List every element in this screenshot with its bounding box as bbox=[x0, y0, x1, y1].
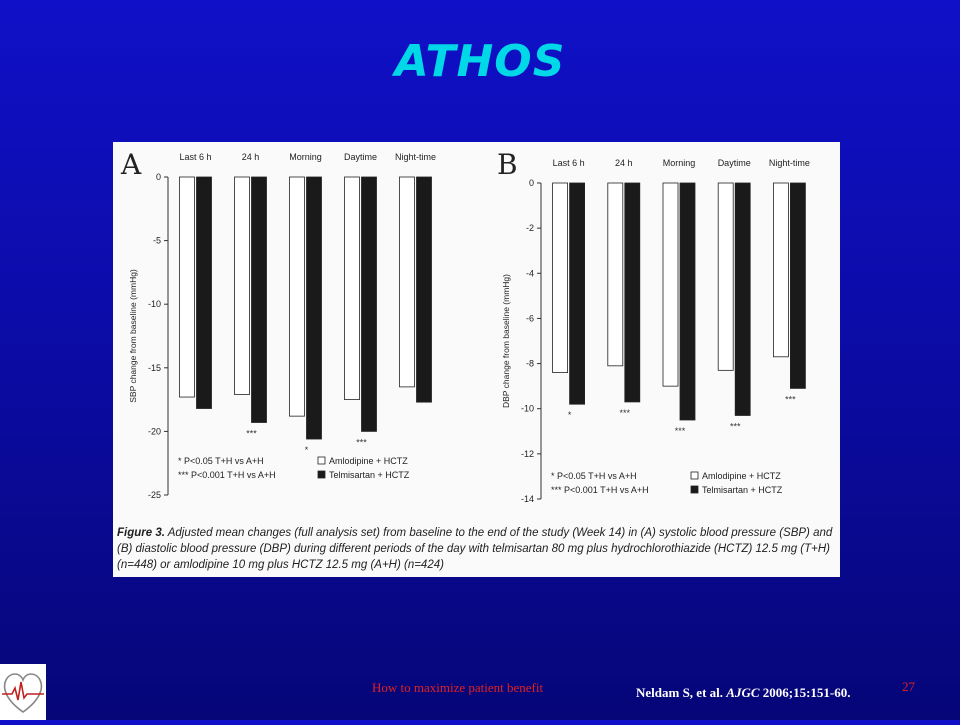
citation-details: 2006;15:151-60. bbox=[759, 685, 851, 700]
panel-a-letter: A bbox=[121, 148, 142, 181]
panel-b-y-tick-label: -2 bbox=[525, 223, 534, 234]
panel-b-bar bbox=[625, 183, 640, 402]
panel-b-bar bbox=[553, 183, 568, 373]
panel-a-category-label: Last 6 h bbox=[179, 152, 212, 162]
page-number: 27 bbox=[902, 679, 915, 694]
panel-b-y-tick-label: -4 bbox=[525, 268, 534, 279]
panel-a-legend-sig-2: *** P<0.001 T+H vs A+H bbox=[178, 470, 276, 480]
panel-b-significance-marker: *** bbox=[674, 426, 686, 436]
panel-b-legend-series-label: Amlodipine + HCTZ bbox=[702, 471, 781, 481]
panel-a-category-label: Night-time bbox=[394, 152, 437, 162]
panel-a-category-label: 24 h bbox=[241, 152, 260, 162]
panel-a-category-label: Daytime bbox=[343, 152, 378, 162]
panel-a-bar bbox=[252, 177, 267, 422]
panel-b-y-tick-label: -8 bbox=[525, 358, 534, 369]
panel-b-bar bbox=[570, 183, 585, 404]
figure-caption bbox=[117, 525, 837, 573]
panel-a-bar bbox=[345, 177, 360, 400]
panel-a-bar bbox=[400, 177, 415, 387]
panel-b-y-tick-label: -6 bbox=[525, 313, 534, 324]
footer-text: How to maximize patient benefit bbox=[372, 680, 544, 695]
panel-b-bar bbox=[680, 183, 695, 420]
citation bbox=[636, 685, 851, 701]
panel-a-bar bbox=[290, 177, 305, 416]
panel-b-legend-swatch bbox=[691, 486, 698, 493]
panel-b-y-tick-label: -14 bbox=[520, 494, 534, 504]
panel-a-y-tick-label: -20 bbox=[147, 426, 161, 437]
slide-title: ATHOS bbox=[394, 36, 566, 87]
panel-b-bar bbox=[735, 183, 750, 415]
panel-b-category-label: Daytime bbox=[717, 158, 751, 168]
citation-authors: Neldam S, et al. bbox=[636, 685, 727, 700]
panel-b-letter: B bbox=[497, 148, 518, 181]
panel-a-bar bbox=[235, 177, 250, 395]
panel-b-significance-marker: *** bbox=[729, 421, 741, 432]
panel-b-category-label: Night-time bbox=[768, 158, 810, 168]
panel-b-legend-sig-2: *** P<0.001 T+H vs A+H bbox=[551, 485, 649, 495]
heart-logo-icon bbox=[0, 664, 46, 720]
panel-a-bar bbox=[307, 177, 322, 439]
panel-a-y-tick-label: -5 bbox=[152, 235, 161, 246]
chart-figure bbox=[113, 142, 840, 522]
caption-head: Figure 3. bbox=[117, 527, 165, 539]
panel-b-category-label: 24 h bbox=[615, 158, 633, 168]
panel-a-y-tick-label: 0 bbox=[155, 172, 161, 182]
panel-a-legend-series-label: Telmisartan + HCTZ bbox=[329, 470, 410, 480]
citation-journal: AJGC bbox=[726, 685, 760, 700]
panel-b-category-label: Last 6 h bbox=[552, 158, 585, 168]
panel-a-bar bbox=[180, 177, 195, 397]
panel-b-bar bbox=[773, 183, 788, 357]
caption-body: Adjusted mean changes (full analysis set) from baseline to the end of the study (Week 14) in (A) systolic blood pressure (SBP) and (B) diastolic blood pressure (DBP) during different periods of the day with telmisartan 80 mg plus hydrochlorothiazide (HCTZ) 12.5 mg (T+H) (n=448) or amlodipine 10 mg plus HCTZ 12.5 mg (A+H) (n=424) bbox=[117, 527, 833, 571]
panel-b-bar bbox=[718, 183, 733, 370]
panel-a-y-tick-label: -25 bbox=[147, 490, 161, 500]
panel-b-significance-marker: *** bbox=[785, 394, 796, 405]
panel-a-bar bbox=[362, 177, 377, 431]
panel-a-bar bbox=[417, 177, 432, 402]
panel-a-legend-swatch bbox=[318, 457, 325, 464]
panel-b-y-axis-title: DBP change from baseline (mmHg) bbox=[501, 273, 511, 409]
panel-b-legend-swatch bbox=[691, 472, 698, 479]
panel-b-legend-sig-1: * P<0.05 T+H vs A+H bbox=[551, 471, 637, 481]
panel-b-bar bbox=[663, 183, 678, 386]
panel-b-significance-marker: * bbox=[567, 410, 572, 421]
panel-a-y-axis-title: SBP change from baseline (mmHg) bbox=[128, 269, 138, 403]
panel-a-legend-series-label: Amlodipine + HCTZ bbox=[329, 456, 408, 466]
panel-b-bar bbox=[790, 183, 805, 388]
panel-b-y-tick-label: -12 bbox=[520, 448, 534, 459]
panel-a-legend-sig-1: * P<0.05 T+H vs A+H bbox=[178, 456, 264, 466]
panel-b-legend-series-label: Telmisartan + HCTZ bbox=[702, 485, 783, 495]
panel-b-category-label: Morning bbox=[662, 158, 696, 168]
panel-a-significance-marker: *** bbox=[356, 437, 367, 448]
panel-a-bar bbox=[197, 177, 212, 409]
panel-a-y-tick-label: -10 bbox=[147, 299, 161, 310]
panel-a-category-label: Morning bbox=[289, 152, 322, 162]
panel-b-y-tick-label: -10 bbox=[520, 403, 534, 414]
panel-b-significance-marker: *** bbox=[619, 407, 631, 418]
panel-b-bar bbox=[608, 183, 623, 366]
panel-a-significance-marker: *** bbox=[246, 428, 257, 439]
panel-a-y-tick-label: -15 bbox=[147, 362, 161, 373]
figure-panel bbox=[113, 142, 840, 577]
panel-a-legend-swatch bbox=[318, 471, 325, 478]
panel-b-y-tick-label: 0 bbox=[528, 178, 534, 188]
panel-a-significance-marker: * bbox=[304, 445, 309, 456]
